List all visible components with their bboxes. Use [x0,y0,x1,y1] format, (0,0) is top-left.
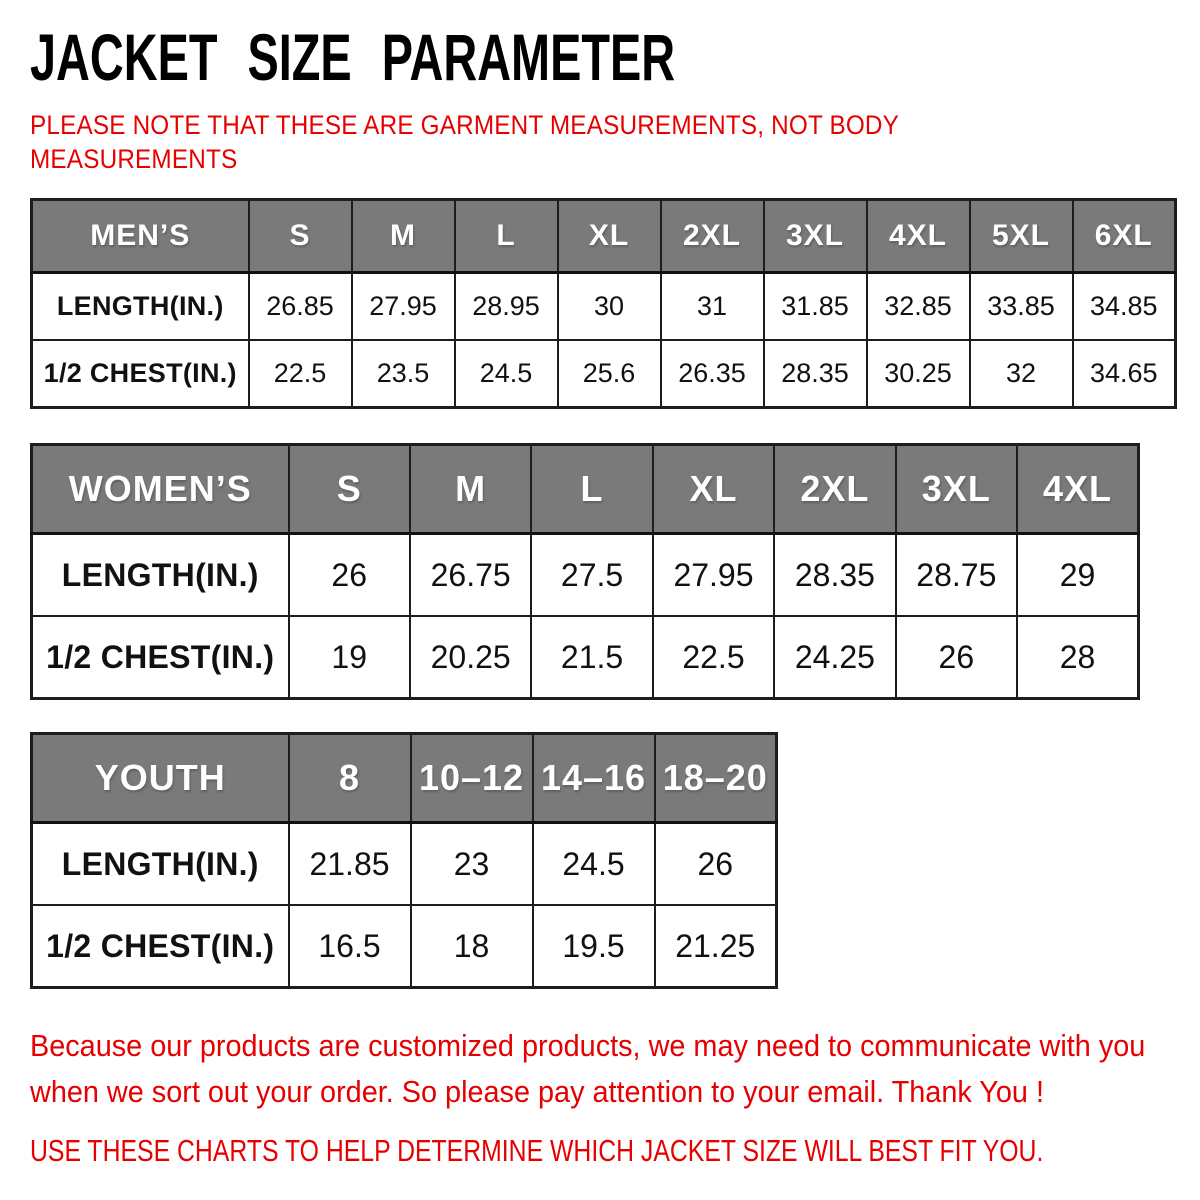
womens-header-row [32,445,1139,534]
size-column-header: 2XL [661,200,764,273]
mens-measurement-row [32,340,1176,408]
garment-note-line1: PLEASE NOTE THAT THESE ARE GARMENT MEASUREMENTS, NOT BODY [30,110,900,141]
measurement-value: 26 [289,534,410,617]
measurement-value: 26.75 [410,534,531,617]
size-column-header: 4XL [867,200,970,273]
measurement-value: 16.5 [289,905,411,988]
mens-measurement-row [32,273,1176,341]
measurement-value: 27.95 [352,273,455,341]
youth-measurement-row [32,905,777,988]
size-column-header: 4XL [1017,445,1138,534]
measurement-row-label: LENGTH(IN.) [32,823,289,906]
measurement-value: 26.85 [249,273,352,341]
womens-measurement-row [32,616,1139,699]
measurement-value: 29 [1017,534,1138,617]
measurement-value: 24.5 [455,340,558,408]
size-column-header: 2XL [774,445,895,534]
measurement-value: 20.25 [410,616,531,699]
measurement-row-label: LENGTH(IN.) [32,534,289,617]
measurement-value: 26 [896,616,1017,699]
garment-note-line2: MEASUREMENTS [30,144,238,175]
measurement-row-label: 1/2 CHEST(IN.) [32,905,289,988]
measurement-value: 24.25 [774,616,895,699]
measurement-value: 34.85 [1073,273,1176,341]
size-tables-container [30,198,1180,989]
page-title: JACKET SIZE PARAMETER [30,20,676,94]
measurement-value: 28.35 [774,534,895,617]
measurement-value: 28.35 [764,340,867,408]
youth-header-row [32,734,777,823]
customization-notice [30,1023,1146,1115]
measurement-value: 28.95 [455,273,558,341]
customization-notice-line1: Because our products are customized products, we may need to communicate with you [30,1028,1146,1064]
measurement-value: 23.5 [352,340,455,408]
measurement-value: 26 [655,823,777,906]
size-column-header: 3XL [896,445,1017,534]
size-column-header: XL [653,445,774,534]
womens-measurement-row [32,534,1139,617]
measurement-value: 28.75 [896,534,1017,617]
size-column-header: 5XL [970,200,1073,273]
size-column-header: 14–16 [533,734,655,823]
measurement-row-label: 1/2 CHEST(IN.) [32,616,289,699]
size-column-header: XL [558,200,661,273]
measurement-value: 19 [289,616,410,699]
measurement-value: 26.35 [661,340,764,408]
measurement-row-label: LENGTH(IN.) [32,273,249,341]
measurement-value: 22.5 [653,616,774,699]
measurement-value: 30 [558,273,661,341]
size-column-header: S [289,445,410,534]
youth-measurement-row [32,823,777,906]
measurement-value: 27.95 [653,534,774,617]
measurement-value: 21.25 [655,905,777,988]
measurement-value: 25.6 [558,340,661,408]
mens-size-table [30,198,1177,409]
womens-table-title: WOMEN’S [32,445,289,534]
measurement-value: 19.5 [533,905,655,988]
measurement-value: 34.65 [1073,340,1176,408]
usage-note: USE THESE CHARTS TO HELP DETERMINE WHICH JACKET SIZE WILL BEST FIT YOU. [30,1133,1044,1169]
measurement-value: 32 [970,340,1073,408]
measurement-value: 27.5 [531,534,652,617]
measurement-value: 24.5 [533,823,655,906]
measurement-value: 18 [411,905,533,988]
footer [30,1023,1180,1171]
youth-table-title: YOUTH [32,734,289,823]
measurement-value: 23 [411,823,533,906]
size-column-header: 8 [289,734,411,823]
customization-notice-line2: when we sort out your order. So please pay attention to your email. Thank You ! [30,1074,1044,1110]
measurement-value: 32.85 [867,273,970,341]
size-column-header: 6XL [1073,200,1176,273]
measurement-row-label: 1/2 CHEST(IN.) [32,340,249,408]
garment-measurement-note [30,108,1065,176]
womens-size-table [30,443,1140,700]
measurement-value: 30.25 [867,340,970,408]
measurement-value: 21.5 [531,616,652,699]
size-column-header: L [455,200,558,273]
size-column-header: 3XL [764,200,867,273]
size-column-header: 18–20 [655,734,777,823]
mens-table-title: MEN’S [32,200,249,273]
size-column-header: M [352,200,455,273]
measurement-value: 31 [661,273,764,341]
measurement-value: 31.85 [764,273,867,341]
measurement-value: 21.85 [289,823,411,906]
measurement-value: 22.5 [249,340,352,408]
size-column-header: 10–12 [411,734,533,823]
measurement-value: 33.85 [970,273,1073,341]
youth-size-table [30,732,778,989]
size-column-header: M [410,445,531,534]
mens-header-row [32,200,1176,273]
size-column-header: S [249,200,352,273]
measurement-value: 28 [1017,616,1138,699]
size-column-header: L [531,445,652,534]
